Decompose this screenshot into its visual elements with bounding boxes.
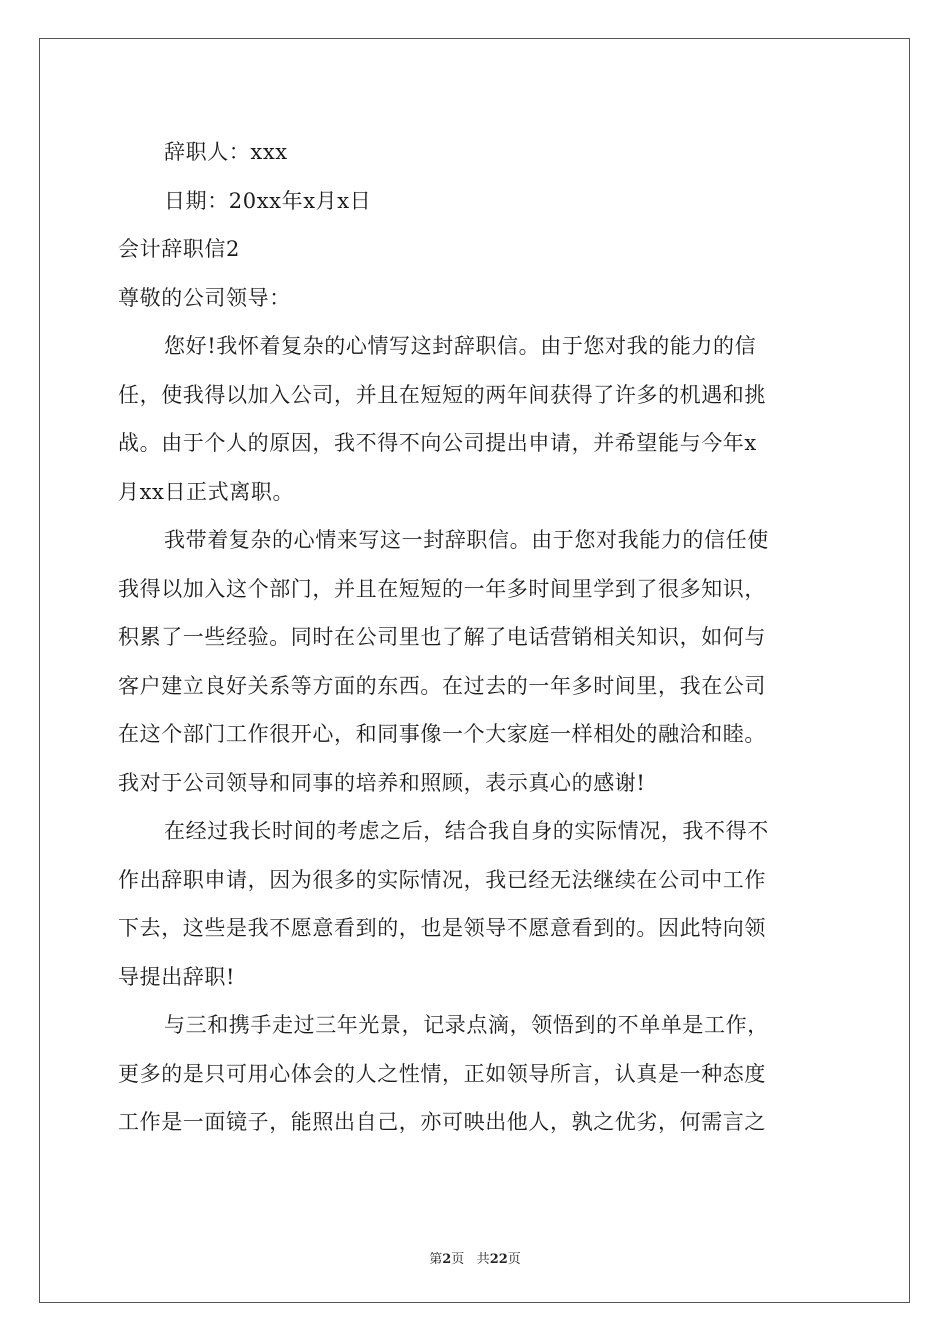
page-prefix: 第 bbox=[429, 1252, 443, 1267]
total-suffix: 页 bbox=[507, 1252, 521, 1267]
total-prefix: 共 bbox=[476, 1252, 490, 1267]
paragraph-line: 我对于公司领导和同事的培养和照顾，表示真心的感谢! bbox=[118, 770, 646, 795]
letter-title: 会计辞职信2 bbox=[118, 237, 240, 261]
paragraph-line: 任，使我得以加入公司，并且在短短的两年间获得了许多的机遇和挑 bbox=[118, 382, 766, 407]
paragraph-line: 作出辞职申请，因为很多的实际情况，我已经无法继续在公司中工作 bbox=[118, 867, 766, 892]
page-footer bbox=[0, 1248, 950, 1267]
paragraph-line: 我带着复杂的心情来写这一封辞职信。由于您对我能力的信任使 bbox=[164, 528, 769, 552]
page-current: 2 bbox=[442, 1252, 452, 1267]
paragraph-line: 下去，这些是我不愿意看到的，也是领导不愿意看到的。因此特向领 bbox=[118, 916, 766, 940]
document-body bbox=[118, 128, 834, 1147]
paragraph-2 bbox=[118, 516, 834, 807]
paragraph-line: 我得以加入这个部门，并且在短短的一年多时间里学到了很多知识， bbox=[118, 576, 766, 601]
paragraph-line: 月xx日正式离职。 bbox=[118, 479, 295, 504]
salutation: 尊敬的公司领导： bbox=[118, 285, 291, 310]
date-line: 日期：20xx年x月x日 bbox=[164, 188, 372, 213]
paragraph-line: 战。由于个人的原因，我不得不向公司提出申请，并希望能与今年x bbox=[118, 431, 757, 455]
page-total: 22 bbox=[489, 1252, 508, 1267]
paragraph-line: 客户建立良好关系等方面的东西。在过去的一年多时间里，我在公司 bbox=[118, 673, 766, 698]
paragraph-line: 工作是一面镜子，能照出自己，亦可映出他人，孰之优劣，何需言之 bbox=[118, 1110, 766, 1134]
paragraph-line: 您好!我怀着复杂的心情写这封辞职信。由于您对我的能力的信 bbox=[164, 334, 757, 358]
paragraph-line: 在这个部门工作很开心，和同事像一个大家庭一样相处的融洽和睦。 bbox=[118, 722, 766, 746]
paragraph-4 bbox=[118, 1001, 834, 1147]
paragraph-line: 与三和携手走过三年光景，记录点滴，领悟到的不单单是工作， bbox=[164, 1013, 769, 1037]
paragraph-1 bbox=[118, 322, 834, 516]
paragraph-line: 积累了一些经验。同时在公司里也了解了电话营销相关知识，如何与 bbox=[118, 625, 766, 649]
paragraph-line: 更多的是只可用心体会的人之性情，正如领导所言，认真是一种态度 bbox=[118, 1061, 766, 1086]
resigner-line: 辞职人：xxx bbox=[164, 140, 288, 164]
paragraph-3 bbox=[118, 807, 834, 1001]
paragraph-line: 导提出辞职! bbox=[118, 964, 236, 989]
page-suffix: 页 bbox=[451, 1252, 465, 1267]
paragraph-line: 在经过我长时间的考虑之后，结合我自身的实际情况，我不得不 bbox=[164, 819, 769, 843]
